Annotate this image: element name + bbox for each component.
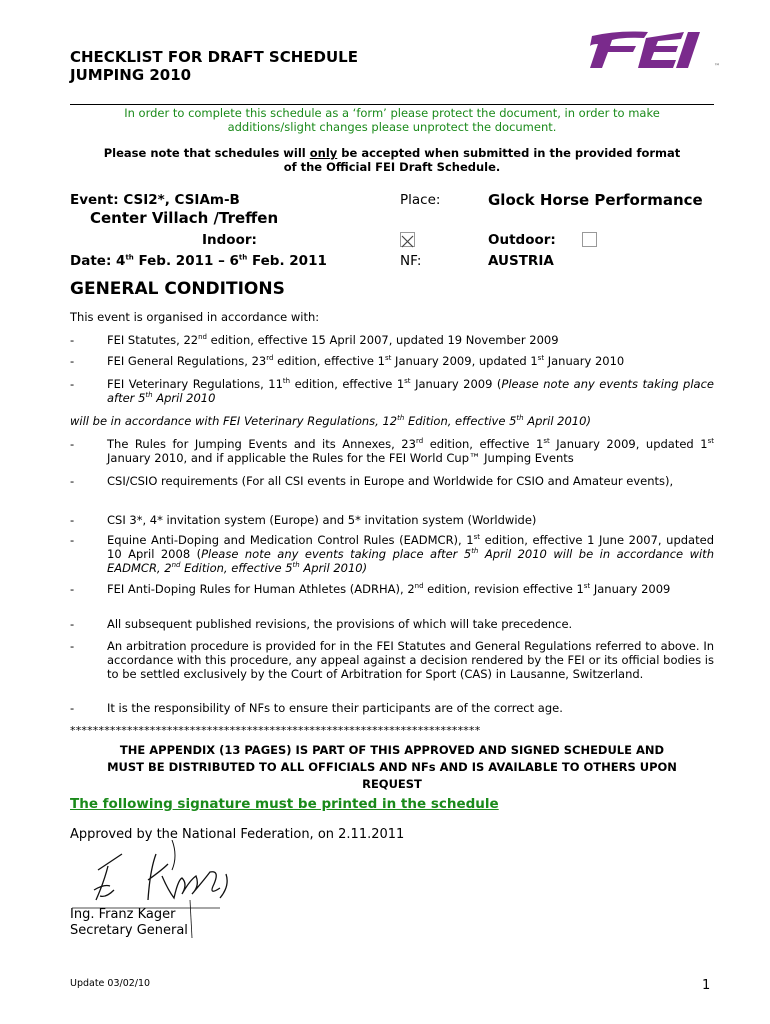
signature-heading: The following signature must be printed in the schedule <box>70 796 499 812</box>
list-item: - The Rules for Jumping Events and its Annexes, 23rd edition, effective 1st January 2009, updated 1st January 2010, and if applicable the Rules for the FEI World Cup™ Jumping Events <box>70 437 714 465</box>
submission-note: Please note that schedules will only be accepted when submitted in the provided format of the Official FEI Draft Schedule. <box>103 146 681 174</box>
checked-x-icon <box>401 235 414 248</box>
nf-value: AUSTRIA <box>488 253 554 269</box>
list-item: - FEI Statutes, 22nd edition, effective 15 April 2007, updated 19 November 2009 <box>70 333 559 347</box>
indoor-label: Indoor: <box>202 232 257 248</box>
place-value: Glock Horse Performance <box>488 191 703 209</box>
list-item: - An arbitration procedure is provided for in the FEI Statutes and General Regulations referred to above. In accordance with this procedure, any appeal against a decision rendered by the FEI or its official bodies is to be settled exclusively by the Court of Arbitration for Sport (CAS) in Lausanne, Switzerland. <box>70 639 714 681</box>
intro-text: In order to complete this schedule as a ‘form’ please protect the document, in order to make additions/slight changes please unprotect the document. <box>124 106 660 134</box>
fei-logo <box>588 28 728 70</box>
general-conditions-heading: GENERAL CONDITIONS <box>70 279 285 299</box>
signatory: Ing. Franz Kager Secretary General <box>70 907 188 938</box>
document-title: CHECKLIST FOR DRAFT SCHEDULE JUMPING 2010 <box>70 48 358 84</box>
conditions-lead: This event is organised in accordance with: <box>70 310 320 324</box>
list-item: - FEI General Regulations, 23rd edition, effective 1st January 2009, updated 1st January 2010 <box>70 354 625 368</box>
nf-label: NF: <box>400 253 422 269</box>
separator-stars: ************************************************************************ <box>70 724 481 737</box>
indoor-checkbox[interactable] <box>400 232 415 247</box>
event-venue: Center Villach /Treffen <box>90 209 279 227</box>
outdoor-checkbox[interactable] <box>582 232 597 247</box>
outdoor-label: Outdoor: <box>488 232 556 248</box>
list-item: - It is the responsibility of NFs to ensure their participants are of the correct age. <box>70 701 563 715</box>
update-date: Update 03/02/10 <box>70 978 151 989</box>
event-dates: Date: 4th Feb. 2011 – 6th Feb. 2011 <box>70 253 327 269</box>
header-divider <box>70 104 714 105</box>
list-item: - Equine Anti-Doping and Medication Control Rules (EADMCR), 1st edition, effective 1 June 2007, updated 10 April 2008 (Please note any events taking place after 5th April 2010 will be in accordance with EADMCR, 2nd Edition, effective 5th April 2010) <box>70 533 714 575</box>
list-item: - All subsequent published revisions, the provisions of which will take precedence. <box>70 617 573 631</box>
event-field: Event: CSI2*, CSIAm-B <box>70 192 240 208</box>
list-item-continuation: will be in accordance with FEI Veterinary Regulations, 12th Edition, effective 5th April 2010) <box>70 414 591 428</box>
appendix-notice: THE APPENDIX (13 PAGES) IS PART OF THIS APPROVED AND SIGNED SCHEDULE AND MUST BE DISTRIBUTED TO ALL OFFICIALS AND NFs AND IS AVAILABLE TO OTHERS UPON REQUEST <box>107 743 677 791</box>
list-item: - CSI 3*, 4* invitation system (Europe) and 5* invitation system (Worldwide) <box>70 513 537 527</box>
place-label: Place: <box>400 192 441 208</box>
list-item: - FEI Anti-Doping Rules for Human Athletes (ADRHA), 2nd edition, revision effective 1st January 2009 <box>70 582 671 596</box>
list-item: - CSI/CSIO requirements (For all CSI events in Europe and Worldwide for CSIO and Amateur events), <box>70 474 674 488</box>
page-number: 1 <box>702 978 711 993</box>
svg-text:™: ™ <box>714 63 720 70</box>
list-item: - FEI Veterinary Regulations, 11th edition, effective 1st January 2009 (Please note any events taking place after 5th April 2010 <box>70 377 714 405</box>
approval-line: Approved by the National Federation, on 2.11.2011 <box>70 827 405 842</box>
